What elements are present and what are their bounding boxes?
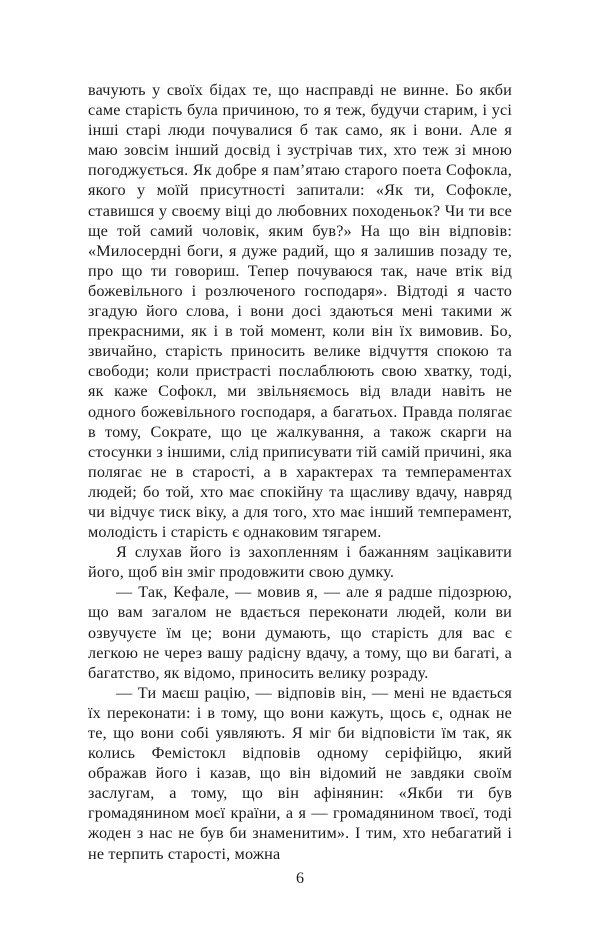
paragraph-continuation: вачують у своїх бідах те, що насправді не винне. Бо якби саме старість була причиною, то я теж, будучи старим, і усі інші старі люди почувалися б так само, як і вони. Але я маю зовсім інший досвід і зустрічав тих, хто теж зі мною погоджується. Як добре я пам’ятаю старого поета Софокла, якого у моїй присутності запитали: «Як ти, Софокле, ставишся у своєму віці до любовних походеньок? Чи ти все ще той самий чоловік, яким був?» На що він відповів: «Милосердні боги, я дуже радий, що я залишив позаду те, про що ти говориш. Тепер почуваюся так, наче втік від божевільного і розлюченого господаря». Відтоді я часто згадую його слова, і вони досі здаються мені такими ж прекрасними, як і в той момент, коли він їх вимовив. Бо, звичайно, старість приносить велике відчуття спокою та свободи; коли пристрасті послаблюють свою хватку, тоді, як каже Софокл, ми звільняємось від влади навіть не одного божевільного господаря, а багатьох. Правда полягає в тому, Сократе, що це жалкування, а також скарги на стосунки з іншими, слід приписувати тій самій причині, яка полягає не в старості, а в характерах та темпераментах людей; бо той, хто має спокійну та щасливу вдачу, навряд чи відчує тиск віку, а для того, хто має інший темперамент, молодість і старість є однаковим тягарем. (88, 81, 512, 542)
page-number: 6 (296, 870, 304, 887)
paragraph-dialogue: — Ти маєш рацію, — відповів він, — мені не вдається їх переконати: і в тому, що вони кажуть, щось є, однак не те, що вони собі уявляють. Я міг би відповісти їм так, як колись Фемістокл відповів одному серіфійцю, який ображав його і казав, що він відомий не завдяки своїм заслугам, а тому, що він афінянин: «Якби ти був громадянином моєї країни, а я — громадянином твоєї, тоді жоден з нас не був би знаменитим». І тим, хто небагатий і не терпить старості, можна (88, 683, 512, 863)
page-text (88, 80, 512, 864)
paragraph: Я слухав його із захопленням і бажанням зацікавити його, щоб він зміг продовжити свою думку. (88, 543, 512, 582)
paragraph-dialogue: — Так, Кефале, — мовив я, — але я радше підозрюю, що вам загалом не вдається переконати людей, коли ви озвучуєте їм це; вони думають, що старість для вас є легкою не через вашу радісну вдачу, а тому, що ви багаті, а багатство, як відомо, приносить велику розраду. (88, 583, 512, 682)
